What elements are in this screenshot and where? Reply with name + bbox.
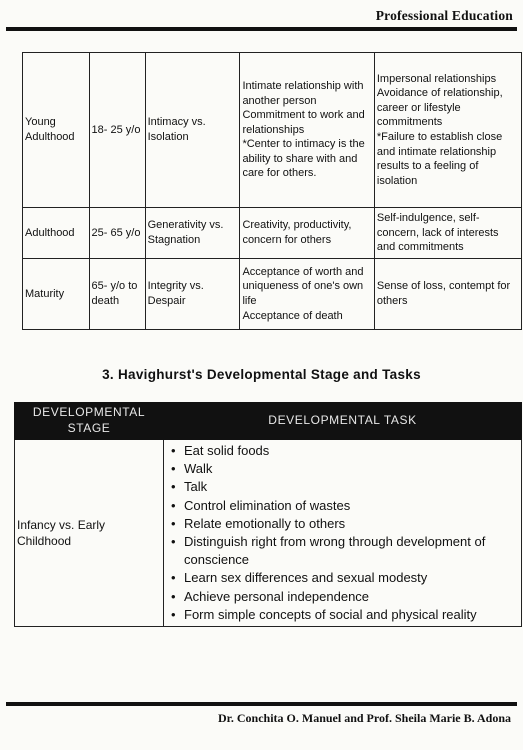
header-rule [6,27,517,31]
list-item: • Relate emotionally to others [170,515,515,533]
column-header-task: DEVELOPMENTAL TASK [164,403,522,440]
stage-cell: Young Adulthood [23,53,90,208]
list-item: • Talk [170,478,515,496]
stage-cell: Adulthood [23,208,90,259]
stage-cell: Infancy vs. Early Childhood [15,440,164,627]
crisis-cell: Intimacy vs. Isolation [145,53,240,208]
list-item: • Control elimination of wastes [170,497,515,515]
negative-line: Impersonal relationships Avoidance of relationship, career or lifestyle commitments [376,72,503,129]
table-row [23,259,522,330]
positive-outcome-cell [240,259,374,330]
erikson-stages-table [22,52,522,330]
table-row [23,53,522,208]
negative-line: *Failure to establish close and intimate relationship results to a feeling of isolation [376,131,503,187]
crisis-cell: Generativity vs. Stagnation [145,208,240,259]
age-cell: 65- y/o to death [89,259,145,330]
positive-outcome-cell [240,208,374,259]
section-heading: 3. Havighurst's Developmental Stage and Tasks [102,367,421,382]
list-item: • Learn sex differences and sexual modesty [170,569,515,587]
list-item: • Distinguish right from wrong through development of conscience [170,533,515,569]
task-list [170,442,515,624]
age-cell: 18- 25 y/o [89,53,145,208]
list-item: • Eat solid foods [170,442,515,460]
table-row [23,208,522,259]
negative-line: Self-indulgence, self-concern, lack of interests and commitments [376,212,499,254]
positive-outcome-cell [240,53,374,208]
positive-line: *Center to intimacy is the ability to share with and care for others. [242,138,365,180]
havighurst-tasks-table [14,402,522,627]
footer-authors: Dr. Conchita O. Manuel and Prof. Sheila Marie B. Adona [217,711,511,725]
stage-cell: Maturity [23,259,90,330]
negative-line: Sense of loss, contempt for others [376,280,511,307]
list-item: • Achieve personal independence [170,588,515,606]
positive-line: Acceptance of death [242,309,343,322]
crisis-cell: Integrity vs. Despair [145,259,240,330]
list-item: • Form simple concepts of social and physical reality [170,606,515,624]
tasks-cell [164,440,522,627]
negative-outcome-cell [374,208,521,259]
positive-line: Intimate relationship with another person [242,80,364,107]
age-cell: 25- 65 y/o [89,208,145,259]
list-item: • Walk [170,460,515,478]
running-header-title: Professional Education [375,8,513,23]
negative-outcome-cell [374,53,521,208]
negative-outcome-cell [374,259,521,330]
footer-rule [6,702,517,706]
table-header-row [15,403,522,440]
positive-line: Commitment to work and relationships [242,109,365,136]
table-row [15,440,522,627]
positive-line: Acceptance of worth and uniqueness of one's own life [242,265,364,307]
positive-line: Creativity, productivity, concern for others [242,219,352,246]
column-header-stage: DEVELOPMENTAL STAGE [15,403,164,440]
